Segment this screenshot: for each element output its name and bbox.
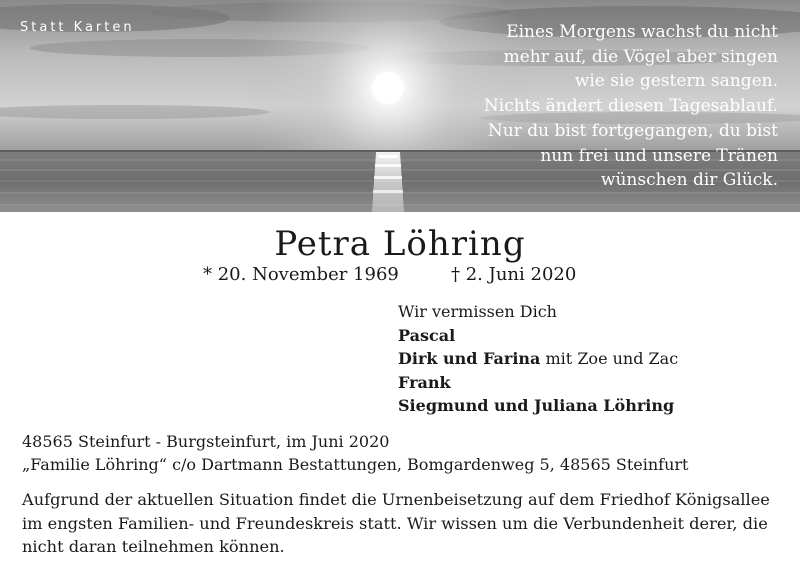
birth-date: * 20. November 1969 (203, 264, 399, 285)
poem-line: Nur du bist fortgegangen, du bist (487, 120, 778, 141)
funeral-notice: Aufgrund der aktuellen Situation findet die Urnenbeisetzung auf dem Friedhof Königsallee im engsten Familien- und Freundeskreis statt. Wir wissen um die Verbundenheit derer, die nicht daran teilnehmen können. (22, 490, 770, 557)
poem-line: wie sie gestern sangen. (574, 71, 778, 92)
mourner-name: Pascal (398, 325, 456, 345)
poem-line: Eines Morgens wachst du nicht (506, 22, 778, 42)
poem-line: nun frei und unsere Tränen (540, 145, 778, 166)
sunset-sea-image (0, 0, 800, 212)
statt-karten-label: Statt Karten (20, 20, 135, 35)
mourner-addition: mit Zoe und Zac (540, 349, 679, 368)
mourner-name: Siegmund und Juliana Löhring (398, 396, 675, 415)
location-block (22, 430, 688, 476)
poem-line: wünschen dir Glück. (600, 170, 778, 191)
mourner-name: Dirk und Farina (398, 349, 541, 368)
mourners-list (398, 300, 678, 418)
poem-line: mehr auf, die Vögel aber singen (503, 46, 778, 67)
mourner-name: Frank (398, 372, 451, 392)
place-date: 48565 Steinfurt - Burgsteinfurt, im Juni 2020 (22, 432, 390, 451)
death-date: † 2. Juni 2020 (451, 264, 577, 285)
poem-line: Nichts ändert diesen Tagesablauf. (483, 96, 778, 117)
mourners-intro: Wir vermissen Dich (398, 302, 557, 321)
deceased-name: Petra Löhring (274, 224, 526, 264)
contact-address: „Familie Löhring“ c/o Dartmann Bestattungen, Bomgardenweg 5, 48565 Steinfurt (22, 455, 689, 474)
poem (448, 20, 778, 193)
mourner-line (398, 347, 678, 371)
